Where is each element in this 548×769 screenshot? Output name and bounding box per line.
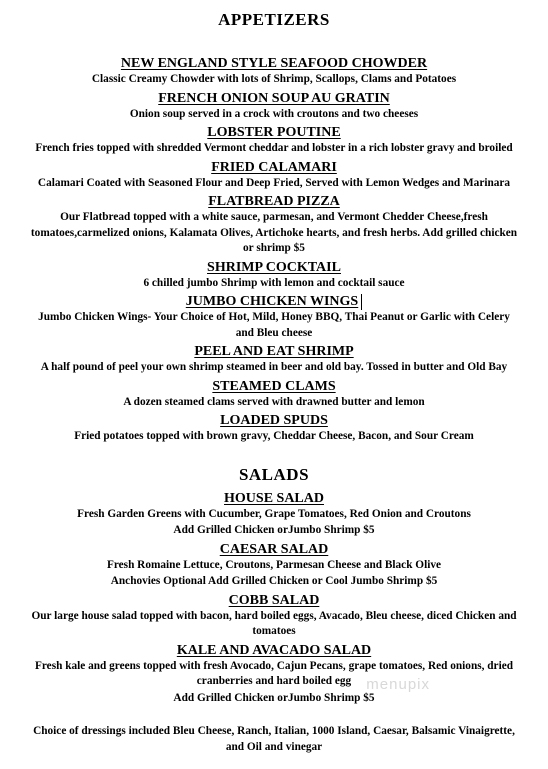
item-name: CAESAR SALAD [219, 541, 329, 557]
item-name: JUMBO CHICKEN WINGS [186, 294, 362, 310]
item-description: Jumbo Chicken Wings- Your Choice of Hot, Mild, Honey BBQ, Thai Peanut or Garlic with Celery and Bleu cheese [38, 311, 510, 339]
item-name: FRENCH ONION SOUP AU GRATIN [158, 90, 390, 106]
item-name: LOADED SPUDS [220, 413, 328, 428]
item-description: Onion soup served in a crock with croutons and two cheeses [129, 107, 419, 120]
item-name: SHRIMP COCKTAIL [207, 259, 341, 275]
menu-item [30, 540, 518, 590]
item-addon: Add Grilled Chicken orJumbo Shrimp $5 [173, 691, 375, 704]
menu-item [30, 489, 518, 539]
menu-item [30, 54, 518, 88]
item-name: HOUSE SALAD [224, 490, 324, 506]
item-description: French fries topped with shredded Vermont cheddar and lobster in a rich lobster gravy and broiled [35, 142, 513, 154]
menu-item [30, 342, 518, 376]
item-name: PEEL AND EAT SHRIMP [194, 344, 354, 359]
menu-item [30, 123, 518, 157]
item-name: LOBSTER POUTINE [207, 125, 341, 140]
item-name: KALE AND AVACADO SALAD [176, 642, 372, 658]
salads-heading: SALADS [238, 464, 310, 484]
item-name: FLATBREAD PIZZA [208, 194, 340, 209]
item-description: Fresh Romaine Lettuce, Croutons, Parmesan Cheese and Black Olive [106, 558, 442, 571]
item-name: FRIED CALAMARI [211, 159, 337, 175]
item-description: Calamari Coated with Seasoned Flour and Deep Fried, Served with Lemon Wedges and Marinara [37, 176, 511, 189]
menu-item [30, 158, 518, 192]
menu-item [30, 192, 518, 257]
item-name: NEW ENGLAND STYLE SEAFOOD CHOWDER [120, 56, 428, 71]
menu-item [30, 641, 518, 707]
dressings-note: Choice of dressings included Bleu Cheese, Ranch, Italian, 1000 Island, Caesar, Balsamic Vinaigrette, and Oil and vinegar [33, 725, 515, 753]
item-description: Our large house salad topped with bacon, hard boiled eggs, Avacado, Bleu cheese, diced Chicken and tomatoes [31, 609, 517, 637]
item-name: COBB SALAD [228, 592, 320, 608]
item-description: A dozen steamed clams served with drawned butter and lemon [123, 395, 425, 408]
menu-item [30, 258, 518, 292]
item-description: Classic Creamy Chowder with lots of Shrimp, Scallops, Clams and Potatoes [91, 73, 457, 85]
menu-item [30, 377, 518, 411]
item-description: Fried potatoes topped with brown gravy, Cheddar Cheese, Bacon, and Sour Cream [74, 430, 474, 442]
item-addon: Anchovies Optional Add Grilled Chicken or Cool Jumbo Shrimp $5 [110, 575, 438, 587]
item-name: STEAMED CLAMS [212, 378, 336, 394]
item-addon: Add Grilled Chicken orJumbo Shrimp $5 [173, 524, 375, 536]
item-description: Our Flatbread topped with a white sauce, parmesan, and Vermont Chedder Cheese,fresh tomatoes,carmelized onions, Kalamata Olives, Artichoke hearts, and fresh herbs. Add grilled chicken or shrimp $5 [30, 211, 518, 254]
menu-item [30, 292, 518, 341]
item-description: Fresh Garden Greens with Cucumber, Grape Tomatoes, Red Onion and Croutons [77, 507, 471, 520]
menu-item [30, 411, 518, 445]
item-description: 6 chilled jumbo Shrimp with lemon and cocktail sauce [143, 276, 405, 289]
item-description: A half pound of peel your own shrimp steamed in beer and old bay. Tossed in butter and Old Bay [40, 361, 508, 373]
item-description: Fresh kale and greens topped with fresh Avocado, Cajun Pecans, grape tomatoes, Red onions, dried cranberries and hard boiled egg [34, 659, 514, 687]
menu-item [30, 591, 518, 640]
appetizers-heading: APPETIZERS [218, 10, 330, 29]
menu-item [30, 89, 518, 123]
watermark: menupix [366, 676, 430, 693]
